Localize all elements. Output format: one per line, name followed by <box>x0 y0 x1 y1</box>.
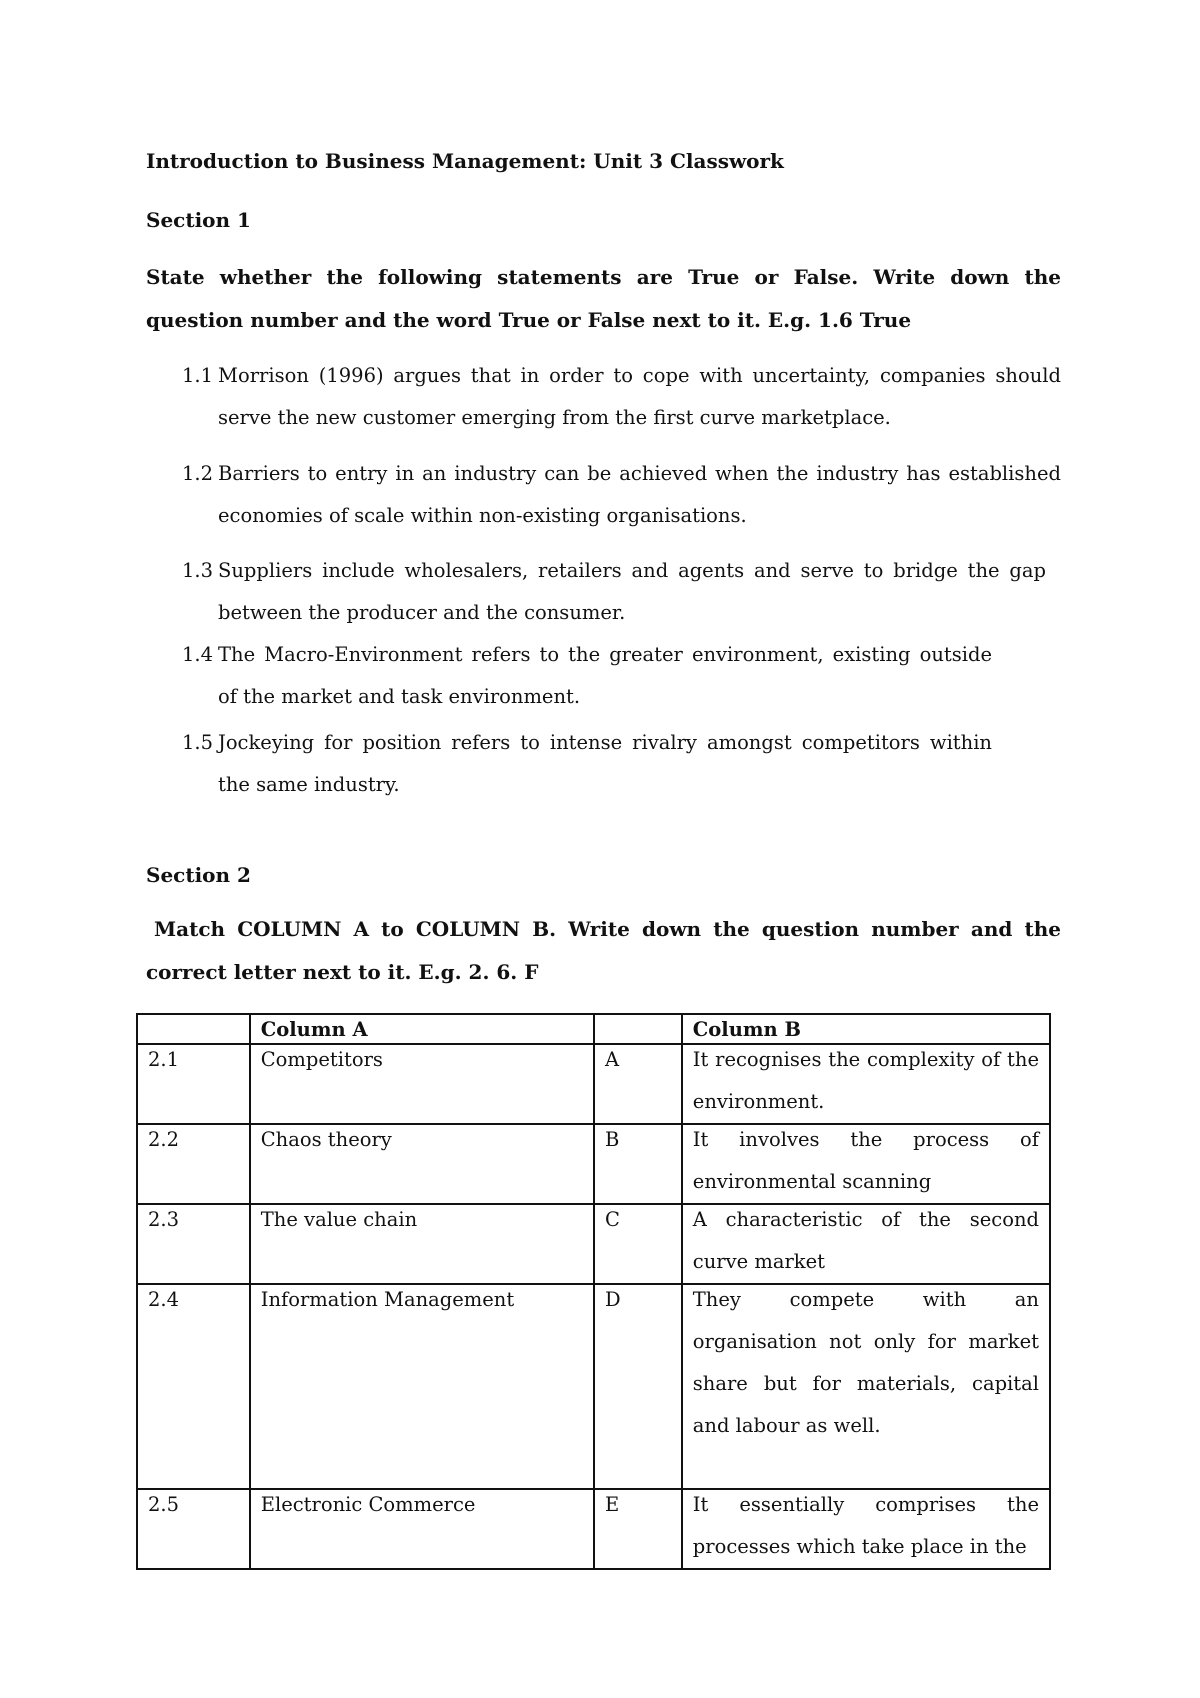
statement-text: Morrison (1996) argues that in order to cope with uncertainty, companies should serve the new customer emerging from the first curve marketplace. <box>218 364 1061 429</box>
column-b-description-text: It involves the process of environmental scanning <box>692 1128 1039 1193</box>
question-number: 2.4 <box>137 1284 250 1489</box>
table-row <box>137 1044 1050 1124</box>
table-row <box>137 1489 1050 1569</box>
statement-text: The Macro-Environment refers to the greater environment, existing outside of the market and task environment. <box>218 643 992 708</box>
statement-item <box>182 722 992 806</box>
column-a-term: Electronic Commerce <box>250 1489 594 1569</box>
column-a-term: Information Management <box>250 1284 594 1489</box>
statement-item <box>182 550 1046 634</box>
column-b-letter: B <box>594 1124 682 1204</box>
column-b-description <box>682 1204 1050 1284</box>
column-a-term: Competitors <box>250 1044 594 1124</box>
question-number: 2.5 <box>137 1489 250 1569</box>
section-2-heading: Section 2 <box>146 863 251 887</box>
header-cell-blank <box>594 1014 682 1044</box>
statement-number: 1.4 <box>182 643 214 666</box>
statement-text: Barriers to entry in an industry can be achieved when the industry has established economies of scale within non-existing organisations. <box>218 462 1061 527</box>
statement-item <box>182 453 1061 537</box>
matching-table <box>136 1013 1051 1570</box>
column-b-header: Column B <box>682 1014 1050 1044</box>
column-a-header: Column A <box>250 1014 594 1044</box>
column-b-letter: E <box>594 1489 682 1569</box>
column-b-description-text: A characteristic of the second curve market <box>692 1208 1039 1273</box>
statement-number: 1.2 <box>182 462 214 485</box>
statement-text: Suppliers include wholesalers, retailers and agents and serve to bridge the gap between the producer and the consumer. <box>218 559 1046 624</box>
column-b-description <box>682 1044 1050 1124</box>
statement-number: 1.1 <box>182 364 214 387</box>
statement-number: 1.3 <box>182 559 214 582</box>
statement-text: Jockeying for position refers to intense rivalry amongst competitors within the same industry. <box>218 731 992 796</box>
column-b-description-text: It essentially comprises the processes which take place in the <box>692 1493 1039 1558</box>
statement-number: 1.5 <box>182 731 214 754</box>
column-b-letter: C <box>594 1204 682 1284</box>
table-row <box>137 1204 1050 1284</box>
question-number: 2.2 <box>137 1124 250 1204</box>
column-b-description <box>682 1124 1050 1204</box>
question-number: 2.1 <box>137 1044 250 1124</box>
column-b-letter: A <box>594 1044 682 1124</box>
document-title: Introduction to Business Management: Unit 3 Classwork <box>146 149 784 173</box>
header-cell-blank <box>137 1014 250 1044</box>
column-b-description-text: It recognises the complexity of the environment. <box>692 1048 1039 1113</box>
table-row <box>137 1284 1050 1489</box>
column-b-description <box>682 1284 1050 1489</box>
section-1-instruction: State whether the following statements are True or False. Write down the question number and the word True or False next to it. E.g. 1.6 True <box>146 265 1061 332</box>
table-row <box>137 1124 1050 1204</box>
question-number: 2.3 <box>137 1204 250 1284</box>
column-a-term: The value chain <box>250 1204 594 1284</box>
statement-item <box>182 355 1061 439</box>
column-b-letter: D <box>594 1284 682 1489</box>
statement-item <box>182 634 992 718</box>
column-a-term: Chaos theory <box>250 1124 594 1204</box>
section-1-heading: Section 1 <box>146 208 251 232</box>
column-b-description <box>682 1489 1050 1569</box>
column-b-description-text: They compete with an organisation not only for market share but for materials, capital and labour as well. <box>692 1288 1039 1437</box>
section-2-instruction: Match COLUMN A to COLUMN B. Write down the question number and the correct letter next to it. E.g. 2. 6. F <box>146 917 1061 984</box>
